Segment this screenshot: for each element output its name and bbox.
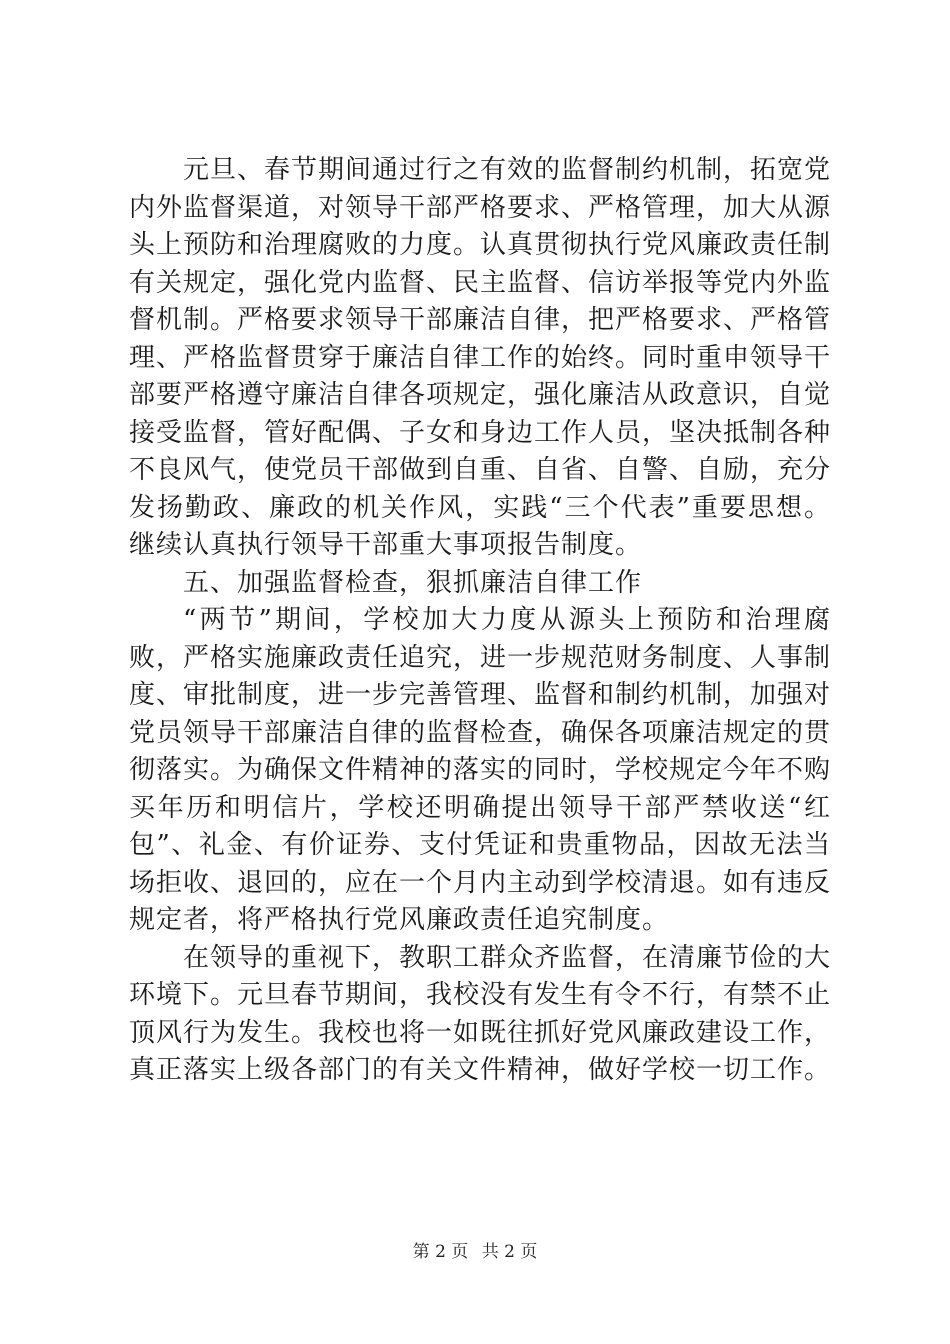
body-paragraph: 元旦、春节期间通过行之有效的监督制约机制，拓宽党内外监督渠道，对领导干部严格要求、严格管理，加大从源头上预防和治理腐败的力度。认真贯彻执行党风廉政责任制有关规定，强化党内监督、民主监督、信访举报等党内外监督机制。严格要求领导干部廉洁自律，把严格要求、严格管理、严格监督贯穿于廉洁自律工作的始终。同时重申领导干部要严格遵守廉洁自律各项规定，强化廉洁从政意识，自觉接受监督，管好配偶、子女和身边工作人员，坚决抵制各种不良风气，使党员干部做到自重、自省、自警、自励，充分发扬勤政、廉政的机关作风，实践“三个代表”重要思想。继续认真执行领导干部重大事项报告制度。 xyxy=(129,155,832,560)
page-total: 共 2 页 xyxy=(481,1242,538,1262)
section-heading: 五、加强监督检查，狠抓廉洁自律工作 xyxy=(183,567,643,598)
document-body xyxy=(129,152,831,1090)
page-footer xyxy=(0,1240,950,1264)
page-number: 第 2 页 xyxy=(412,1242,469,1262)
body-paragraph: 在领导的重视下，教职工群众齐监督，在清廉节俭的大环境下。元旦春节期间，我校没有发生有令不行，有禁不止顶风行为发生。我校也将一如既往抓好党风廉政建设工作，真正落实上级各部门的有关文件精神，做好学校一切工作。 xyxy=(129,942,832,1085)
body-paragraph: “两节”期间，学校加大力度从源头上预防和治理腐败，严格实施廉政责任追究，进一步规范财务制度、人事制度、审批制度，进一步完善管理、监督和制约机制，加强对党员领导干部廉洁自律的监督检查，确保各项廉洁规定的贯彻落实。为确保文件精神的落实的同时，学校规定今年不购买年历和明信片，学校还明确提出领导干部严禁收送“红包”、礼金、有价证券、支付凭证和贵重物品，因故无法当场拒收、退回的，应在一个月内主动到学校清退。如有违反规定者，将严格执行党风廉政责任追究制度。 xyxy=(129,605,832,935)
